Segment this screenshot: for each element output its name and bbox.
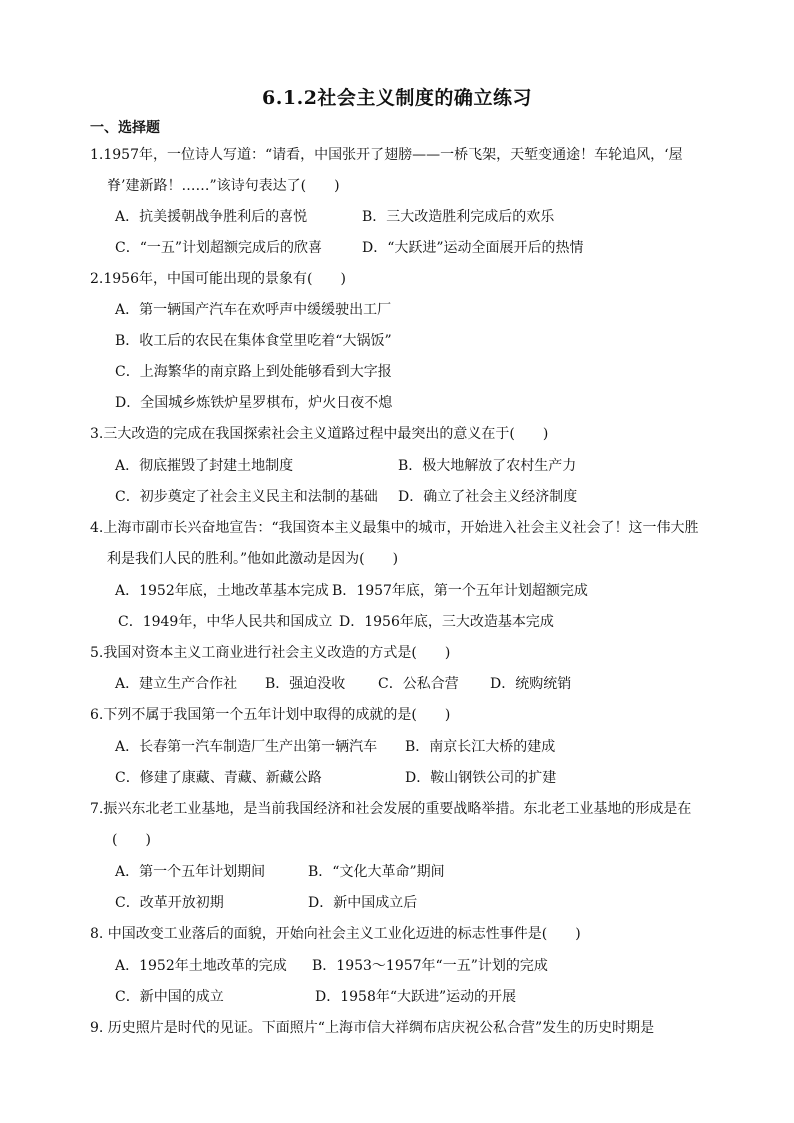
question-4-text: 4.上海市副市长兴奋地宣告：“我国资本主义最集中的城市，开始进入社会主义社会了！这一伟大胜 bbox=[90, 520, 699, 536]
question-5-option-a: A．建立生产合作社 bbox=[115, 676, 238, 692]
question-2-option-d: D．全国城乡炼铁炉星罗棋布，炉火日夜不熄 bbox=[115, 395, 393, 411]
question-1-option-c: C．“一五”计划超额完成后的欣喜 bbox=[115, 240, 323, 256]
question-7-option-d: D．新中国成立后 bbox=[308, 895, 418, 911]
question-5-option-d: D．统购统销 bbox=[490, 676, 572, 692]
question-8-option-d: D．1958年“大跃进”运动的开展 bbox=[315, 989, 517, 1005]
question-1-option-d: D．“大跃进”运动全面展开后的热情 bbox=[362, 240, 584, 256]
question-7-option-c: C．改革开放初期 bbox=[115, 895, 224, 911]
question-2-option-b: B．收工后的农民在集体食堂里吃着“大锅饭” bbox=[115, 333, 392, 349]
question-7-text-cont: ( ) bbox=[112, 832, 151, 848]
question-7-option-b: B．“文化大革命”期间 bbox=[308, 864, 445, 880]
question-3-option-c: C．初步奠定了社会主义民主和法制的基础 bbox=[115, 489, 378, 505]
question-6-text: 6.下列不属于我国第一个五年计划中取得的成就的是( ) bbox=[90, 707, 451, 723]
question-1-text-cont: 脊’建新路！……”该诗句表达了( ) bbox=[107, 178, 340, 194]
question-2-option-a: A．第一辆国产汽车在欢呼声中缓缓驶出工厂 bbox=[115, 302, 392, 318]
question-3-option-d: D．确立了社会主义经济制度 bbox=[398, 489, 578, 505]
question-8-option-b: B．1953～1957年“一五”计划的完成 bbox=[312, 958, 548, 974]
question-4-option-b: B．1957年底，第一个五年计划超额完成 bbox=[332, 583, 588, 599]
question-6-option-c: C．修建了康藏、青藏、新藏公路 bbox=[115, 770, 322, 786]
question-3-text: 3.三大改造的完成在我国探索社会主义道路过程中最突出的意义在于( ) bbox=[90, 426, 549, 442]
question-5-option-c: C．公私合营 bbox=[378, 676, 459, 692]
question-2-option-c: C．上海繁华的南京路上到处能够看到大字报 bbox=[115, 364, 392, 380]
page-title: 6.1.2社会主义制度的确立练习 bbox=[262, 87, 532, 109]
question-1-text: 1.1957年，一位诗人写道：“请看，中国张开了翅膀——一桥飞架，天堑变通途！车轮追风，‘屋 bbox=[90, 147, 683, 163]
question-8-text: 8. 中国改变工业落后的面貌，开始向社会主义工业化迈进的标志性事件是( ) bbox=[90, 926, 581, 942]
question-7-text: 7.振兴东北老工业基地，是当前我国经济和社会发展的重要战略举措。东北老工业基地的形成是在 bbox=[90, 801, 692, 817]
question-5-option-b: B．强迫没收 bbox=[265, 676, 346, 692]
question-3-option-b: B．极大地解放了农村生产力 bbox=[398, 458, 577, 474]
question-4-option-c: C．1949年，中华人民共和国成立 bbox=[118, 614, 333, 630]
question-6-option-b: B．南京长江大桥的建成 bbox=[405, 739, 556, 755]
question-6-option-a: A．长春第一汽车制造厂生产出第一辆汽车 bbox=[115, 739, 378, 755]
section-heading: 一、选择题 bbox=[90, 120, 160, 136]
question-8-option-a: A．1952年土地改革的完成 bbox=[115, 958, 287, 974]
question-1-option-b: B．三大改造胜利完成后的欢乐 bbox=[362, 209, 555, 225]
question-4-text-cont: 利是我们人民的胜利。”他如此激动是因为( ) bbox=[107, 551, 399, 567]
question-4-option-a: A．1952年底，土地改革基本完成 bbox=[115, 583, 329, 599]
question-6-option-d: D．鞍山钢铁公司的扩建 bbox=[405, 770, 557, 786]
question-5-text: 5.我国对资本主义工商业进行社会主义改造的方式是( ) bbox=[90, 645, 451, 661]
question-2-text: 2.1956年，中国可能出现的景象有( ) bbox=[90, 271, 346, 287]
question-4-option-d: D．1956年底，三大改造基本完成 bbox=[339, 614, 554, 630]
question-3-option-a: A．彻底摧毁了封建土地制度 bbox=[115, 458, 294, 474]
question-9-text: 9. 历史照片是时代的见证。下面照片“上海市信大祥绸布店庆祝公私合营”发生的历史时期是 bbox=[90, 1020, 655, 1036]
question-8-option-c: C．新中国的成立 bbox=[115, 989, 224, 1005]
question-7-option-a: A．第一个五年计划期间 bbox=[115, 864, 266, 880]
question-1-option-a: A．抗美援朝战争胜利后的喜悦 bbox=[115, 209, 308, 225]
